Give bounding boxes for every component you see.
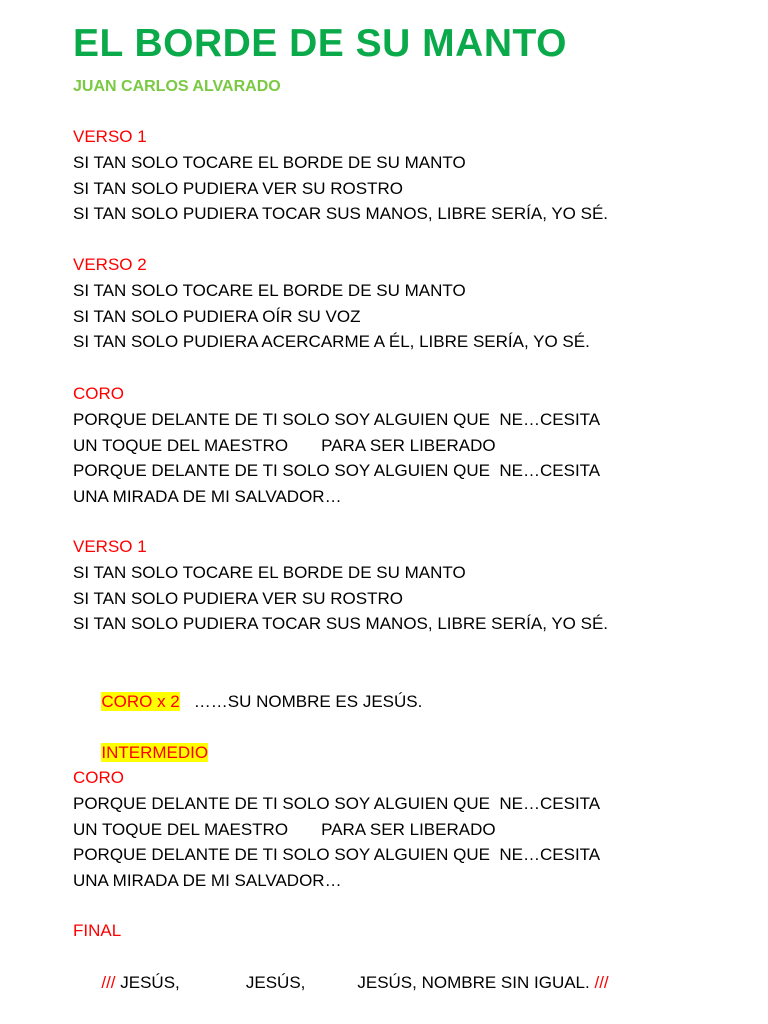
repeat-marker-close: ///	[594, 972, 609, 992]
verse-2-section	[73, 252, 590, 355]
final-section	[73, 918, 609, 992]
lyric-line: UNA MIRADA DE MI SALVADOR…	[73, 487, 342, 507]
section-label: VERSO 1	[73, 537, 147, 556]
lyric-line: SI TAN SOLO PUDIERA TOCAR SUS MANOS, LIBRE SERÍA, YO SÉ.	[73, 614, 609, 634]
lyric-line: SI TAN SOLO PUDIERA VER SU ROSTRO	[73, 588, 403, 608]
intermedio-section	[73, 714, 209, 762]
song-title: EL BORDE DE SU MANTO	[73, 22, 567, 65]
chorus-repeat-section	[73, 765, 600, 894]
section-label: FINAL	[73, 921, 122, 940]
lyric-line: SI TAN SOLO TOCARE EL BORDE DE SU MANTO	[73, 562, 466, 582]
lyric-line: SI TAN SOLO PUDIERA ACERCARME A ÉL, LIBRE SERÍA, YO SÉ.	[73, 332, 590, 352]
lyric-line: ……SU NOMBRE ES JESÚS.	[193, 691, 423, 711]
section-label: CORO x 2	[101, 691, 180, 711]
verse-1-repeat-section	[73, 534, 608, 637]
verse-1-section	[73, 124, 608, 227]
lyric-line: PORQUE DELANTE DE TI SOLO SOY ALGUIEN QUE NE…CESITA	[73, 461, 601, 481]
repeat-marker-open: ///	[101, 972, 116, 992]
lyric-line: JESÚS, JESÚS, JESÚS, NOMBRE SIN IGUAL.	[115, 972, 595, 992]
lyric-line: UNA MIRADA DE MI SALVADOR…	[73, 871, 342, 891]
lyric-line: SI TAN SOLO TOCARE EL BORDE DE SU MANTO	[73, 152, 466, 172]
section-label: CORO	[73, 384, 124, 403]
section-label: VERSO 1	[73, 127, 147, 146]
lyric-line: PORQUE DELANTE DE TI SOLO SOY ALGUIEN QUE NE…CESITA	[73, 845, 601, 865]
song-author: JUAN CARLOS ALVARADO	[73, 78, 281, 95]
lyric-line: PORQUE DELANTE DE TI SOLO SOY ALGUIEN QUE NE…CESITA	[73, 409, 601, 429]
section-label: VERSO 2	[73, 255, 147, 274]
lyric-line: SI TAN SOLO PUDIERA VER SU ROSTRO	[73, 178, 403, 198]
chorus-section	[73, 381, 600, 510]
lyric-line: SI TAN SOLO TOCARE EL BORDE DE SU MANTO	[73, 280, 466, 300]
lyric-line: SI TAN SOLO PUDIERA TOCAR SUS MANOS, LIBRE SERÍA, YO SÉ.	[73, 204, 609, 224]
lyric-line: PORQUE DELANTE DE TI SOLO SOY ALGUIEN QUE NE…CESITA	[73, 793, 601, 813]
lyric-line: SI TAN SOLO PUDIERA OÍR SU VOZ	[73, 306, 361, 326]
lyric-line: UN TOQUE DEL MAESTRO PARA SER LIBERADO	[73, 819, 496, 839]
lyric-line: UN TOQUE DEL MAESTRO PARA SER LIBERADO	[73, 435, 496, 455]
section-label: INTERMEDIO	[101, 742, 209, 762]
section-label: CORO	[73, 768, 124, 787]
chorus-x2-section	[73, 663, 423, 711]
